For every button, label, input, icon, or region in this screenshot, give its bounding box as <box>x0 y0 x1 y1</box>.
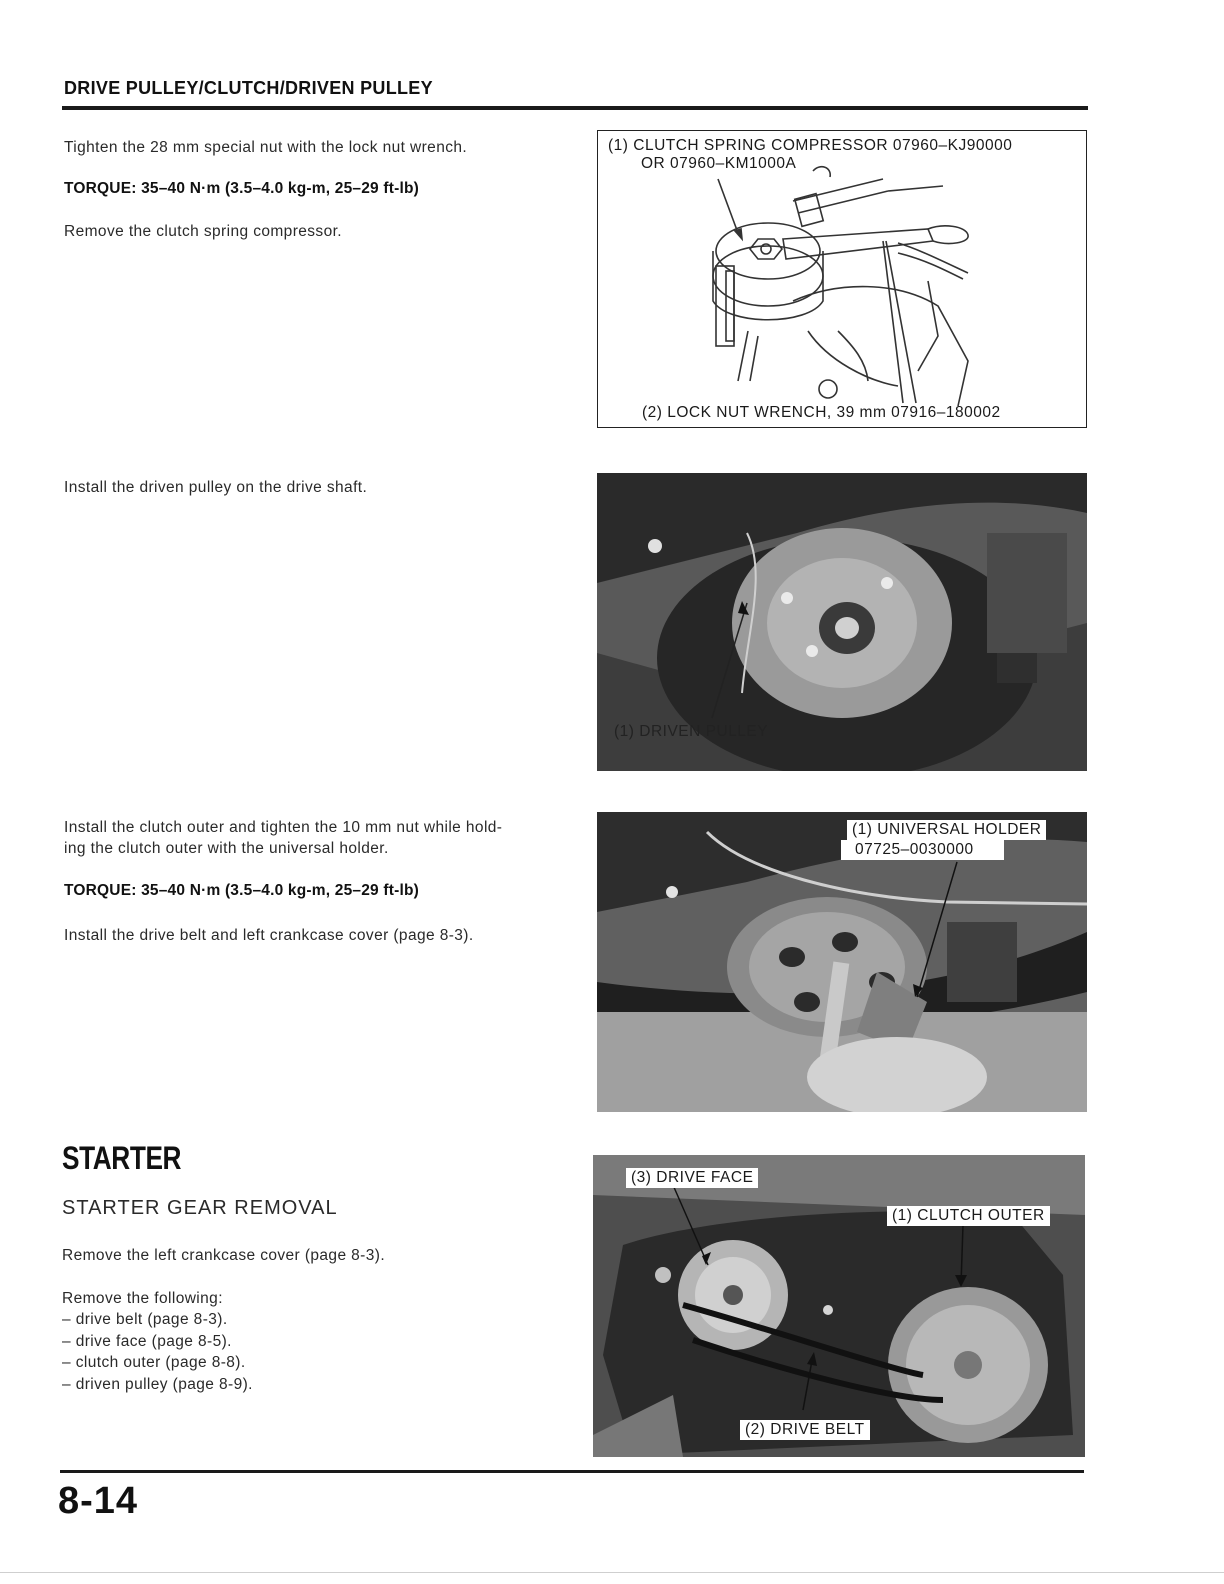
step3-torque: TORQUE: 35–40 N·m (3.5–4.0 kg-m, 25–29 ft-lb) <box>64 882 420 899</box>
list-item: – drive face (page 8-5). <box>62 1332 232 1350</box>
header-rule <box>62 106 1088 110</box>
list-item: – drive belt (page 8-3). <box>62 1311 228 1328</box>
figure1-label-lock-nut-wrench: (2) LOCK NUT WRENCH, 39 mm 07916–180002 <box>642 404 1001 421</box>
figure3-label-universal-holder-line2: 07725–0030000 <box>841 840 1004 860</box>
starter-removal-list <box>62 1309 253 1395</box>
figure-clutch-spring-compressor <box>597 130 1087 428</box>
starter-remove-cover: Remove the left crankcase cover (page 8-3). <box>62 1247 386 1264</box>
figure-universal-holder-photo <box>597 812 1087 1112</box>
figure4-label-drive-face: (3) DRIVE FACE <box>626 1168 758 1188</box>
figure-driven-pulley-photo <box>597 473 1087 771</box>
figure2-label-driven-pulley: (1) DRIVEN PULLEY <box>614 723 769 740</box>
figure4-label-clutch-outer: (1) CLUTCH OUTER <box>887 1206 1050 1226</box>
figure4-label-drive-belt: (2) DRIVE BELT <box>740 1420 870 1440</box>
compressor-drawing <box>598 131 1087 428</box>
page-header-title: DRIVE PULLEY/CLUTCH/DRIVEN PULLEY <box>64 78 433 98</box>
starter-components-image <box>593 1155 1085 1457</box>
step1-instruction: Tighten the 28 mm special nut with the lock nut wrench. <box>64 139 468 156</box>
section-title-starter: STARTER <box>62 1140 182 1176</box>
subsection-starter-gear-removal: STARTER GEAR REMOVAL <box>62 1197 338 1219</box>
starter-remove-following: Remove the following: <box>62 1290 223 1307</box>
step3-instruction-line1: Install the clutch outer and tighten the 10 mm nut while hold- <box>64 819 503 836</box>
list-item: – driven pulley (page 8-9). <box>62 1375 253 1393</box>
step3-instruction-line2: ing the clutch outer with the universal holder. <box>64 840 389 857</box>
figure1-label-compressor-line1: (1) CLUTCH SPRING COMPRESSOR 07960–KJ90000 <box>608 137 1013 154</box>
step2-instruction: Install the driven pulley on the drive shaft. <box>64 479 368 496</box>
page-number: 8-14 <box>58 1480 139 1522</box>
figure1-label-compressor-line2: OR 07960–KM1000A <box>641 155 797 172</box>
step3-install: Install the drive belt and left crankcase cover (page 8-3). <box>64 927 474 944</box>
figure3-label-universal-holder-line1: (1) UNIVERSAL HOLDER <box>847 820 1046 840</box>
step1-torque: TORQUE: 35–40 N·m (3.5–4.0 kg-m, 25–29 ft-lb) <box>64 180 420 197</box>
list-item: – clutch outer (page 8-8). <box>62 1354 246 1371</box>
footer-rule <box>60 1470 1084 1473</box>
figure-starter-components-photo <box>593 1155 1085 1457</box>
step1-remove: Remove the clutch spring compressor. <box>64 223 343 240</box>
scan-edge-line <box>0 1572 1224 1573</box>
